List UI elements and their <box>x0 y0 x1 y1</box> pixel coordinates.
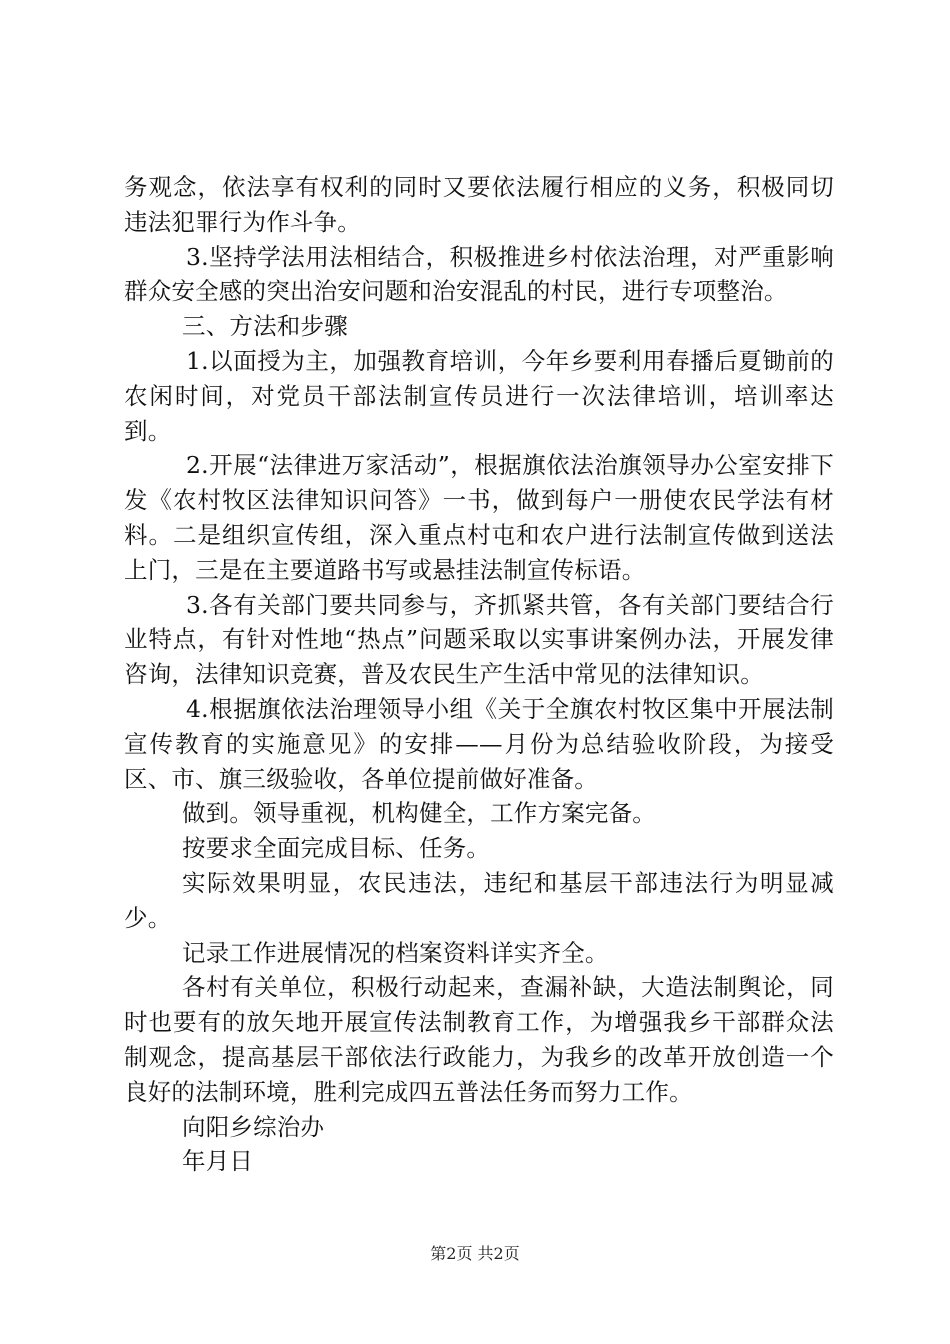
document-body <box>124 170 834 1179</box>
paragraph-requirement-2: 按要求全面完成目标、任务。 <box>182 834 491 863</box>
paragraph-closing: 各村有关单位，积极行动起来，查漏补缺，大造法制舆论，同时也要有的放矢地开展宣传法制教育工作，为增强我乡干部群众法制观念，提高基层干部依法行政能力，为我乡的改革开放创造一个良好的法制环境，胜利完成四五普法任务而努力工作。 <box>124 973 834 1106</box>
paragraph-requirement-1: 做到。领导重视，机构健全，工作方案完备。 <box>182 799 656 828</box>
page-number-footer: 第2页 共2页 <box>430 1244 520 1263</box>
paragraph-requirement-3: 实际效果明显，农民违法，违纪和基层干部违法行为明显减少。 <box>124 868 834 932</box>
signature-date: 年月日 <box>182 1147 254 1176</box>
paragraph-item-2-law-campaign: 2.开展“法律进万家活动”，根据旗依法治旗领导办公室安排下发《农村牧区法律知识问答》一书，做到每户一册使农民学法有材料。二是组织宣传组，深入重点村屯和农户进行法制宣传做到送法上门，三是在主要道路书写或悬挂法制宣传标语。 <box>124 451 834 584</box>
section-heading-methods-steps: 三、方法和步骤 <box>182 312 348 341</box>
paragraph-requirement-4: 记录工作进展情况的档案资料详实齐全。 <box>182 938 609 967</box>
paragraph-item-4-acceptance: 4.根据旗依法治理领导小组《关于全旗农村牧区集中开展法制宣传教育的实施意见》的安排——月份为总结验收阶段，为接受区、市、旗三级验收，各单位提前做好准备。 <box>124 694 834 793</box>
signature-organization: 向阳乡综治办 <box>182 1112 325 1141</box>
paragraph-item-3-departments: 3.各有关部门要共同参与，齐抓紧共管，各有关部门要结合行业特点，有针对性地“热点”问题采取以实事讲案例办法，开展发律咨询，法律知识竞赛，普及农民生产生活中常见的法律知识。 <box>124 590 834 689</box>
paragraph-item-1-training: 1.以面授为主，加强教育培训，今年乡要利用春播后夏锄前的农闲时间，对党员干部法制宣传员进行一次法律培训，培训率达到。 <box>124 346 834 445</box>
paragraph-continuation: 务观念，依法享有权利的同时又要依法履行相应的义务，积极同切违法犯罪行为作斗争。 <box>124 173 834 236</box>
paragraph-item-3-study-and-apply: 3.坚持学法用法相结合，积极推进乡村依法治理，对严重影响群众安全感的突出治安问题和治安混乱的村民，进行专项整治。 <box>124 242 834 306</box>
